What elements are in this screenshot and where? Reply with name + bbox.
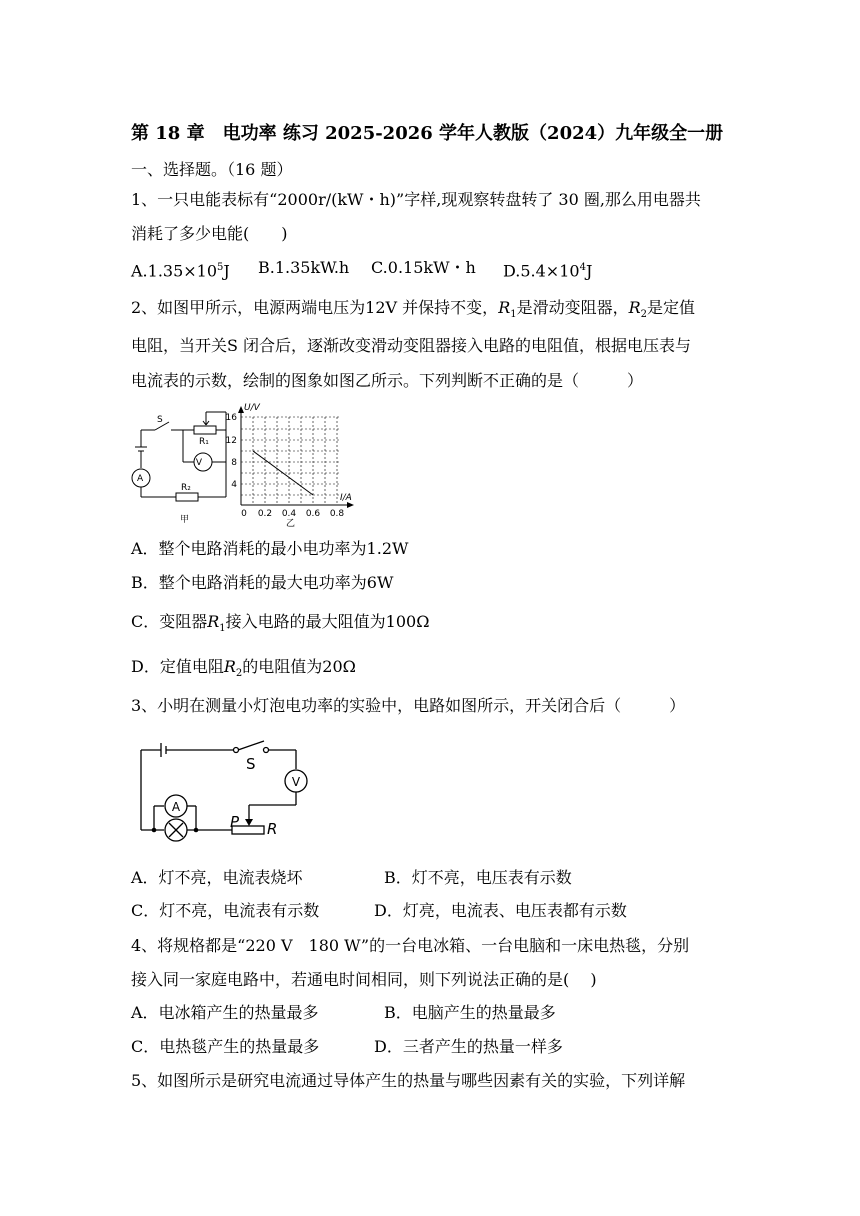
page-title: 第 18 章 电功率 练习 2025-2026 学年人教版（2024）九年级全一册: [131, 123, 724, 144]
q4-option-b[interactable]: B．电脑产生的热量最多: [384, 1003, 556, 1022]
q4-option-a[interactable]: A．电冰箱产生的热量最多: [131, 1003, 319, 1022]
q5-stem-line1: 5、如图所示是研究电流通过导体产生的热量与哪些因素有关的实验，下列详解: [131, 1071, 686, 1090]
q1-stem-line1: 1、一只电能表标有“2000r/(kW・h)”字样,现观察转盘转了 30 圈,那么用电器共: [131, 190, 701, 209]
q2-switch-label: S: [157, 415, 163, 425]
q3-option-c[interactable]: C．灯不亮，电流表有示数: [131, 901, 320, 920]
q2-option-c[interactable]: C．变阻器$R_1$接入电路的最大阻值为100Ω: [131, 612, 430, 635]
q2-x-tick: 0.8: [329, 509, 345, 519]
q3-option-b[interactable]: B．灯不亮，电压表有示数: [384, 868, 572, 887]
q3-ammeter-label: A: [171, 800, 181, 814]
q3-slider-label: P: [230, 813, 240, 831]
q1-stem-line2: 消耗了多少电能( ): [131, 224, 288, 243]
q1-option-b[interactable]: B.1.35kW.h: [258, 258, 350, 277]
q4-stem-line1: 4、将规格都是“220 V 180 W”的一台电冰箱、一台电脑和一床电热毯，分别: [131, 936, 690, 955]
q2-option-d[interactable]: D．定值电阻$R_2$的电阻值为20Ω: [131, 657, 356, 680]
q2-option-b[interactable]: B．整个电路消耗的最大电功率为6W: [131, 573, 394, 592]
q3-option-a[interactable]: A．灯不亮，电流表烧坏: [131, 868, 303, 887]
q4-option-d[interactable]: D．三者产生的热量一样多: [374, 1037, 563, 1056]
q2-x-tick: 0.6: [305, 509, 321, 519]
q1-option-a[interactable]: $A.1.35\times 10^5J$: [131, 261, 230, 281]
q3-voltmeter-label: V: [291, 775, 301, 789]
q2-figure-jia-label: 甲: [180, 515, 190, 525]
q1-option-c[interactable]: C.0.15kW・h: [371, 258, 476, 277]
q1-option-d[interactable]: $D.5.4\times 10^4J$: [503, 261, 593, 281]
section-heading: 一、选择题。（16 题）: [131, 160, 293, 179]
q3-switch-label: S: [246, 755, 256, 773]
q3-option-d[interactable]: D．灯亮，电流表、电压表都有示数: [374, 901, 627, 920]
q2-figure-yi-label: 乙: [286, 519, 296, 529]
q2-x-tick: 0: [241, 509, 247, 519]
q2-y-tick: 12: [225, 436, 237, 446]
q4-stem-line2: 接入同一家庭电路中，若通电时间相同，则下列说法正确的是( ): [131, 970, 597, 989]
q2-y-tick: 4: [231, 480, 237, 490]
q2-voltmeter-label: V: [195, 458, 203, 468]
q2-x-tick: 0.2: [257, 509, 273, 519]
q2-stem-line1: 2、如图甲所示，电源两端电压为12V 并保持不变，$R_1$是滑动变阻器，$R_2$是定值: [131, 298, 696, 321]
q2-option-a[interactable]: A．整个电路消耗的最小电功率为1.2W: [131, 539, 409, 558]
q2-r2-label: R₂: [181, 483, 191, 493]
q2-y-axis-label: U/V: [244, 403, 260, 413]
q2-stem-line3: 电流表的示数，绘制的图象如图乙所示。下列判断不正确的是（ ）: [131, 371, 644, 390]
q3-stem: 3、小明在测量小灯泡电功率的实验中，电路如图所示，开关闭合后（ ）: [131, 696, 686, 715]
q2-y-tick: 8: [231, 458, 237, 468]
q2-r1-label: R₁: [199, 437, 209, 447]
q2-stem-line2: 电阻，当开关S 闭合后，逐渐改变滑动变阻器接入电路的电阻值，根据电压表与: [131, 336, 692, 355]
q3-rheostat-label: R: [267, 820, 278, 838]
q2-x-tick: 0.4: [281, 509, 297, 519]
q2-figure: [126, 400, 366, 530]
q2-y-tick: 16: [225, 413, 237, 423]
q4-option-c[interactable]: C．电热毯产生的热量最多: [131, 1037, 320, 1056]
q2-ammeter-label: A: [137, 474, 144, 484]
q3-figure: [136, 735, 326, 845]
q2-x-axis-label: I/A: [340, 493, 352, 503]
